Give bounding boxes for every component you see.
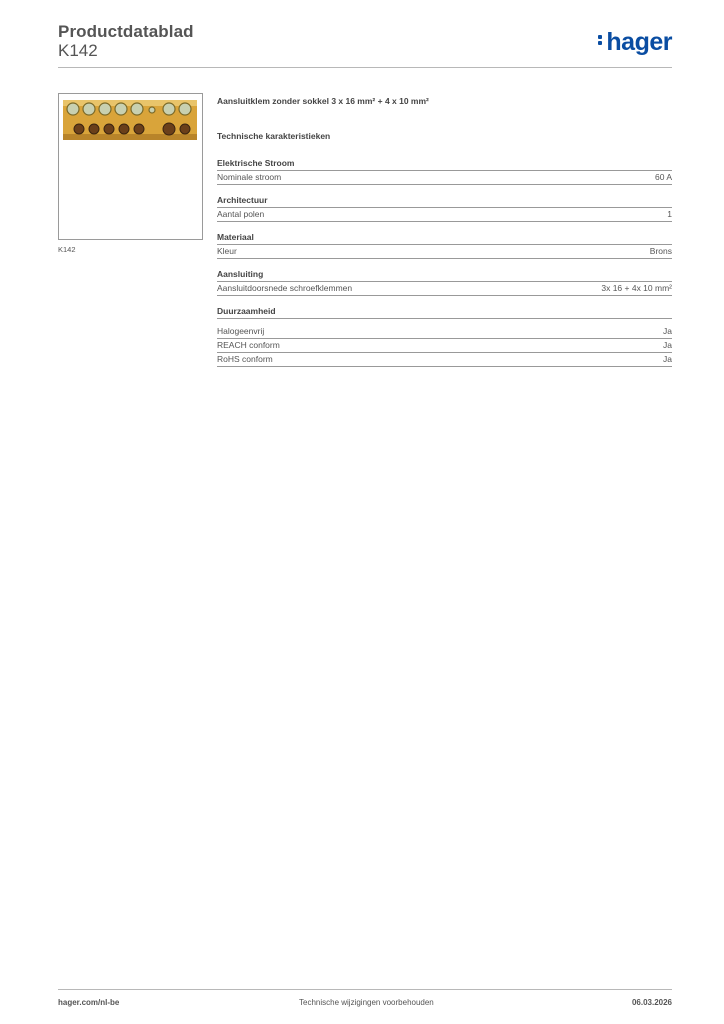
- spec-row: [217, 325, 672, 339]
- group-title: Aansluiting: [217, 269, 672, 282]
- spec-row: [217, 208, 672, 222]
- spec-value: 3x 16 + 4x 10 mm²: [601, 283, 672, 293]
- spec-group-sustainability: [217, 306, 672, 367]
- website-link[interactable]: hager.com/nl-be: [58, 998, 120, 1007]
- image-caption: K142: [58, 245, 76, 254]
- footer-divider: [58, 989, 672, 990]
- page-header: [58, 22, 672, 68]
- spec-row: [217, 339, 672, 353]
- group-title: Elektrische Stroom: [217, 158, 672, 171]
- document-title: Productdatablad: [58, 22, 194, 41]
- group-title: Duurzaamheid: [217, 306, 672, 319]
- hager-logo: [598, 28, 672, 57]
- group-title: Materiaal: [217, 232, 672, 245]
- spec-value: 1: [667, 209, 672, 219]
- spec-label: Aantal polen: [217, 209, 265, 219]
- technical-characteristics-heading: Technische karakteristieken: [217, 131, 331, 141]
- spec-label: RoHS conform: [217, 354, 273, 364]
- product-image-frame: [58, 93, 203, 240]
- document-date: 06.03.2026: [631, 998, 672, 1007]
- product-code: K142: [58, 41, 98, 60]
- spec-value: Ja: [663, 354, 672, 364]
- group-title: Architectuur: [217, 195, 672, 208]
- spec-label: Halogeenvrij: [217, 326, 265, 336]
- spec-row: [217, 171, 672, 185]
- specification-section: [217, 96, 672, 377]
- spec-label: Nominale stroom: [217, 172, 282, 182]
- header-divider: [58, 67, 672, 68]
- spec-value: 60 A: [654, 172, 672, 182]
- spec-label: Kleur: [217, 246, 237, 256]
- spec-group-architecture: [217, 195, 672, 222]
- product-title: Aansluitklem zonder sokkel 3 x 16 mm² + 4 x 10 mm²: [217, 96, 429, 106]
- spec-value: Ja: [663, 326, 672, 336]
- spec-row: [217, 282, 672, 296]
- logo-text: hager: [606, 28, 672, 56]
- legal-notice: Technische wijzigingen voorbehouden: [299, 998, 434, 1007]
- spec-label: Aansluitdoorsnede schroefklemmen: [217, 283, 353, 293]
- spec-group-material: [217, 232, 672, 259]
- spec-value: Ja: [663, 340, 672, 350]
- spec-row: [217, 245, 672, 259]
- logo-dots-icon: [598, 33, 604, 47]
- spec-group-connection: [217, 269, 672, 296]
- spec-value: Brons: [649, 246, 672, 256]
- spec-group-electrical: [217, 158, 672, 185]
- terminal-block-image: [59, 94, 202, 239]
- spec-row: [217, 353, 672, 367]
- spec-label: REACH conform: [217, 340, 280, 350]
